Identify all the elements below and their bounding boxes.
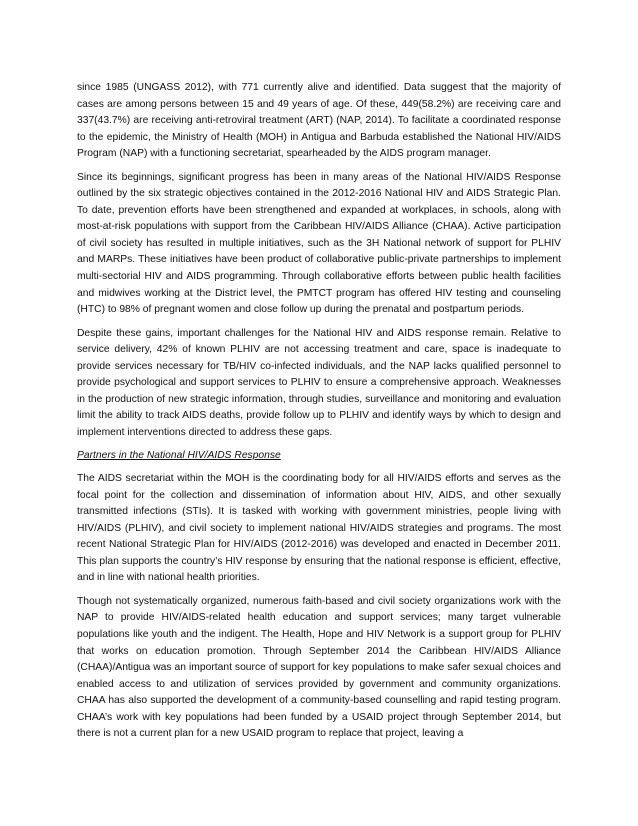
paragraph-civil-society: Though not systematically organized, numerous faith-based and civil society organizations work with the NAP to provide HIV/AIDS-related health education and support services; many target vulnerable populations like youth and the indigent. The Health, Hope and HIV Network is a support group for PLHIV that works on education promotion. Through September 2014 the Caribbean HIV/AIDS Alliance (CHAA)/Antigua was an important source of support for key populations to make safer sexual choices and enabled access to and utilization of services provided by government and community organizations. CHAA has also supported the development of a community-based counselling and rapid testing program. CHAA’s work with key populations had been funded by a USAID project through September 2014, but there is not a current plan for a new USAID program to replace that project, leaving a [77, 595, 561, 740]
paragraph-challenges: Despite these gains, important challenges for the National HIV and AIDS response remain. Relative to service delivery, 42% of known PLHIV are not accessing treatment and care, space is inadequate to provide services necessary for TB/HIV co-infected individuals, and the NAP lacks qualified personnel to provide psychological and support services to PLHIV to ensure a comprehensive approach. Weaknesses in the production of new strategic information, through studies, surveillance and monitoring and evaluation limit the ability to track AIDS deaths, provide follow up to PLHIV and identify ways by which to design and implement interventions directed to address these gaps. [77, 327, 561, 438]
section-heading-partners: Partners in the National HIV/AIDS Response [77, 450, 281, 462]
document-page [77, 80, 561, 750]
paragraph-progress: Since its beginnings, significant progress has been in many areas of the National HIV/AIDS Response outlined by the six strategic objectives contained in the 2012-2016 National HIV and AIDS Strategic Plan. To date, prevention efforts have been strengthened and expanded at workplaces, in schools, along with most-at-risk populations with support from the Caribbean HIV/AIDS Alliance (CHAA). Active participation of civil society has resulted in multiple initiatives, such as the 3H National network of support for PLHIV and MARPs. These initiatives have been product of collaborative public-private partnerships to implement multi-sectorial HIV and AIDS programming. Through collaborative efforts between public health facilities and midwives working at the District level, the PMTCT program has offered HIV testing and counseling (HTC) to 98% of pregnant women and close follow up during the prenatal and postpartum periods. [77, 171, 561, 316]
paragraph-aids-secretariat: The AIDS secretariat within the MOH is the coordinating body for all HIV/AIDS efforts and serves as the focal point for the collection and dissemination of information about HIV, AIDS, and other sexually transmitted infections (STIs). It is tasked with working with government ministries, people living with HIV/AIDS (PLHIV), and civil society to implement national HIV/AIDS strategies and programs. The most recent National Strategic Plan for HIV/AIDS (2012-2016) was developed and enacted in December 2011. This plan supports the country’s HIV response by ensuring that the national response is efficient, effective, and in line with national health priorities. [77, 473, 561, 584]
paragraph-epidemic-overview: since 1985 (UNGASS 2012), with 771 currently alive and identified. Data suggest that the majority of cases are among persons between 15 and 49 years of age. Of these, 449(58.2%) are receiving care and 337(43.7%) are receiving anti-retroviral treatment (ART) (NAP, 2014). To facilitate a coordinated response to the epidemic, the Ministry of Health (MOH) in Antigua and Barbuda established the National HIV/AIDS Program (NAP) with a functioning secretariat, spearheaded by the AIDS program manager. [77, 82, 561, 160]
